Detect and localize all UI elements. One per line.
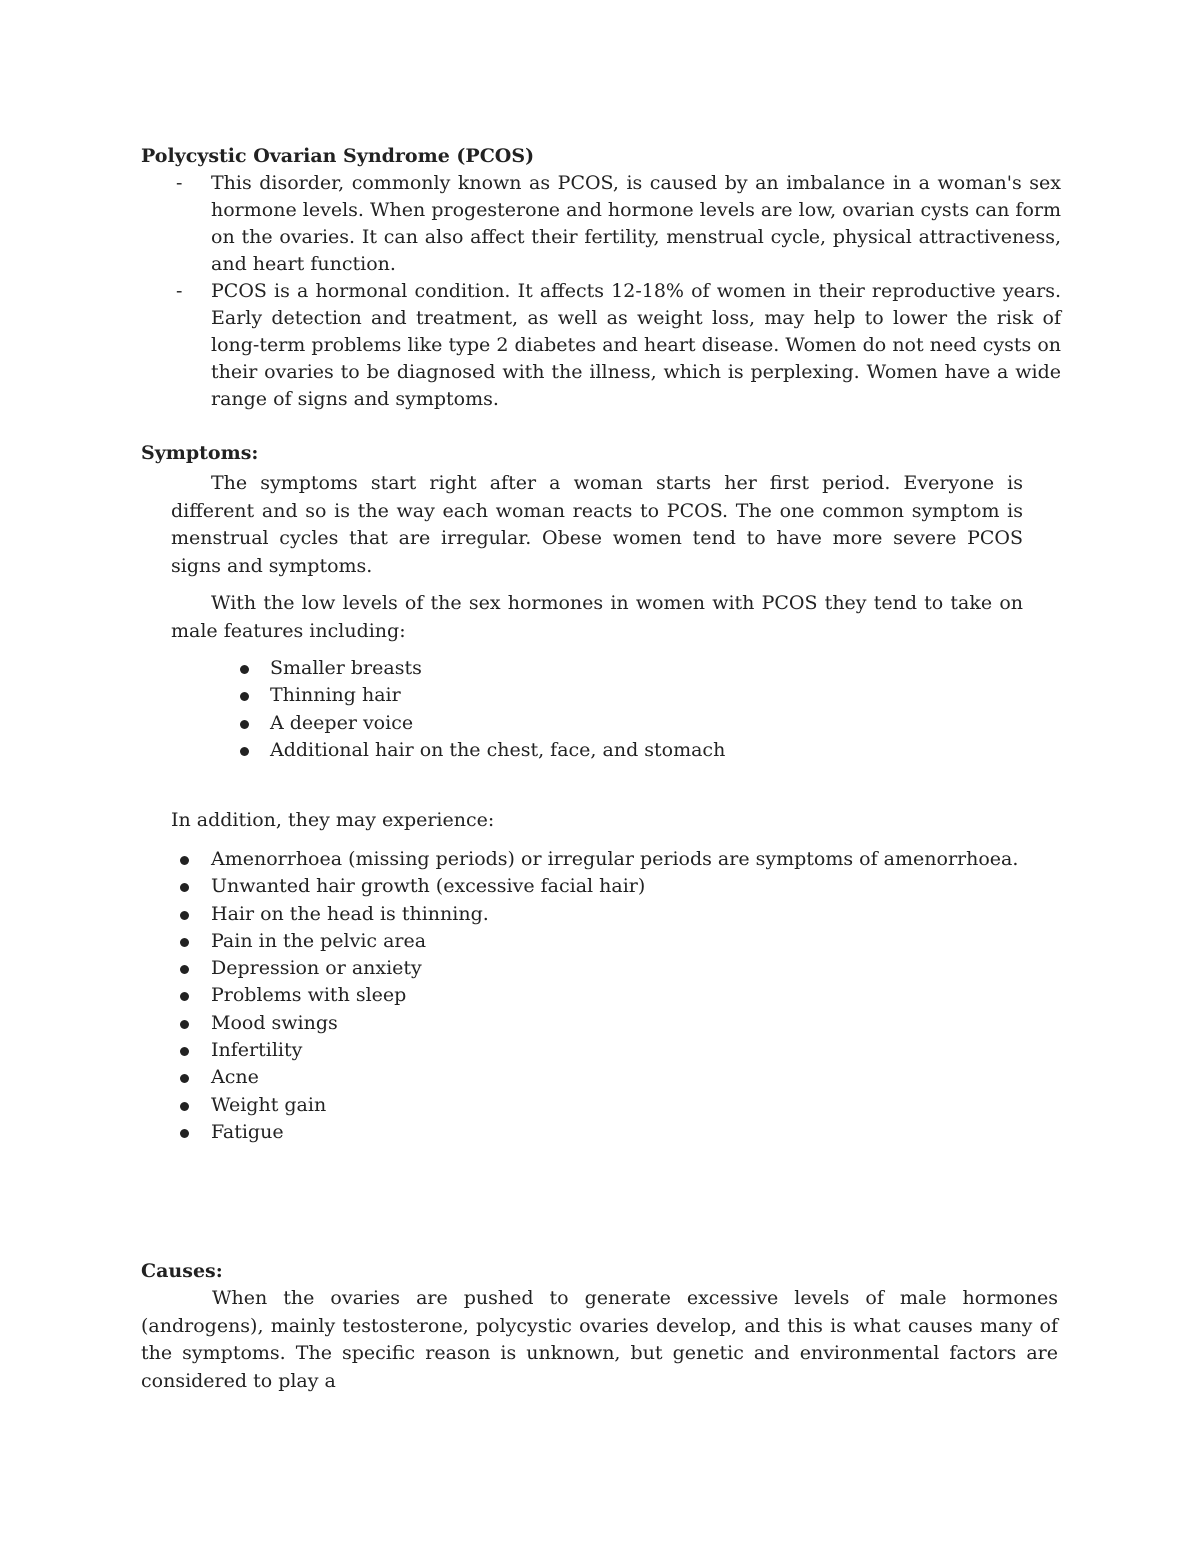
dash-marker: - [176, 172, 183, 194]
dash-marker: - [176, 280, 183, 302]
list-item [240, 655, 725, 682]
bullet-icon [240, 747, 249, 756]
list-item-text: Pain in the pelvic area [211, 929, 427, 952]
list-item-text: Infertility [211, 1039, 303, 1062]
bullet-icon [240, 692, 249, 701]
causes-paragraph: When the ovaries are pushed to generate excessive levels of male hormones (androgens), mainly testosterone, polycystic ovaries develop, and this is what causes many of the symptoms. The specific reason is unknown, but genetic and environmental factors are considered to play a [141, 1287, 1058, 1392]
list-item [180, 873, 1018, 900]
list-item [240, 682, 725, 709]
bullet-icon [180, 1020, 189, 1029]
causes-heading: Causes: [141, 1260, 223, 1282]
bullet-icon [180, 856, 189, 865]
addition-intro: In addition, they may experience: [171, 809, 495, 831]
bullet-icon [240, 665, 249, 674]
list-item [180, 1064, 1018, 1091]
intro-item [141, 170, 1061, 278]
list-item-text: Fatigue [211, 1120, 284, 1143]
list-item [180, 1010, 1018, 1037]
intro-list [141, 170, 1061, 413]
list-item [180, 928, 1018, 955]
bullet-icon [180, 1047, 189, 1056]
bullet-icon [240, 720, 249, 729]
symptoms-paragraph-1: The symptoms start right after a woman starts her first period. Everyone is different and so is the way each woman reacts to PCOS. The one common symptom is menstrual cycles that are irregular. Obese women tend to have more severe PCOS signs and symptoms. [171, 472, 1023, 577]
intro-item-text: This disorder, commonly known as PCOS, is caused by an imbalance in a woman's sex hormone levels. When progesterone and hormone levels are low, ovarian cysts can form on the ovaries. It can also affect their fertility, menstrual cycle, physical attractiveness, and heart function. [211, 172, 1061, 275]
list-item-text: Smaller breasts [270, 657, 422, 679]
intro-item [141, 278, 1061, 413]
list-item [180, 1119, 1018, 1146]
list-item [180, 1092, 1018, 1119]
list-item [240, 710, 725, 737]
list-item-text: Amenorrhoea (missing periods) or irregular periods are symptoms of amenorrhoea. [211, 848, 1019, 870]
symptoms-paragraph-2: With the low levels of the sex hormones in women with PCOS they tend to take on male features including: [171, 592, 1023, 642]
list-item-text: Hair on the head is thinning. [211, 902, 489, 925]
list-item-text: Acne [211, 1066, 259, 1089]
male-features-list [240, 655, 725, 764]
list-item [180, 846, 1018, 873]
bullet-icon [180, 1074, 189, 1083]
bullet-icon [180, 883, 189, 892]
list-item [240, 737, 725, 764]
bullet-icon [180, 911, 189, 920]
list-item-text: Depression or anxiety [211, 957, 422, 980]
list-item-text: Thinning hair [270, 684, 401, 707]
bullet-icon [180, 1102, 189, 1111]
list-item [180, 955, 1018, 982]
list-item-text: Problems with sleep [211, 984, 407, 1007]
bullet-icon [180, 938, 189, 947]
list-item [180, 901, 1018, 928]
list-item-text: Additional hair on the chest, face, and stomach [270, 738, 726, 761]
page-title: Polycystic Ovarian Syndrome (PCOS) [141, 145, 535, 167]
bullet-icon [180, 1129, 189, 1138]
list-item-text: Unwanted hair growth (excessive facial hair) [211, 875, 646, 898]
intro-item-text: PCOS is a hormonal condition. It affects 12-18% of women in their reproductive years. Early detection and treatment, as well as weight loss, may help to lower the risk of long-term problems like type 2 diabetes and heart disease. Women do not need cysts on their ovaries to be diagnosed with the illness, which is perplexing. Women have a wide range of signs and symptoms. [211, 280, 1061, 410]
list-item-text: Mood swings [211, 1011, 338, 1034]
symptoms-heading: Symptoms: [141, 442, 259, 464]
additional-symptoms-list [180, 846, 1018, 1146]
list-item-text: A deeper voice [270, 711, 414, 734]
bullet-icon [180, 965, 189, 974]
list-item [180, 982, 1018, 1009]
bullet-icon [180, 992, 189, 1001]
list-item [180, 1037, 1018, 1064]
list-item-text: Weight gain [211, 1093, 327, 1116]
